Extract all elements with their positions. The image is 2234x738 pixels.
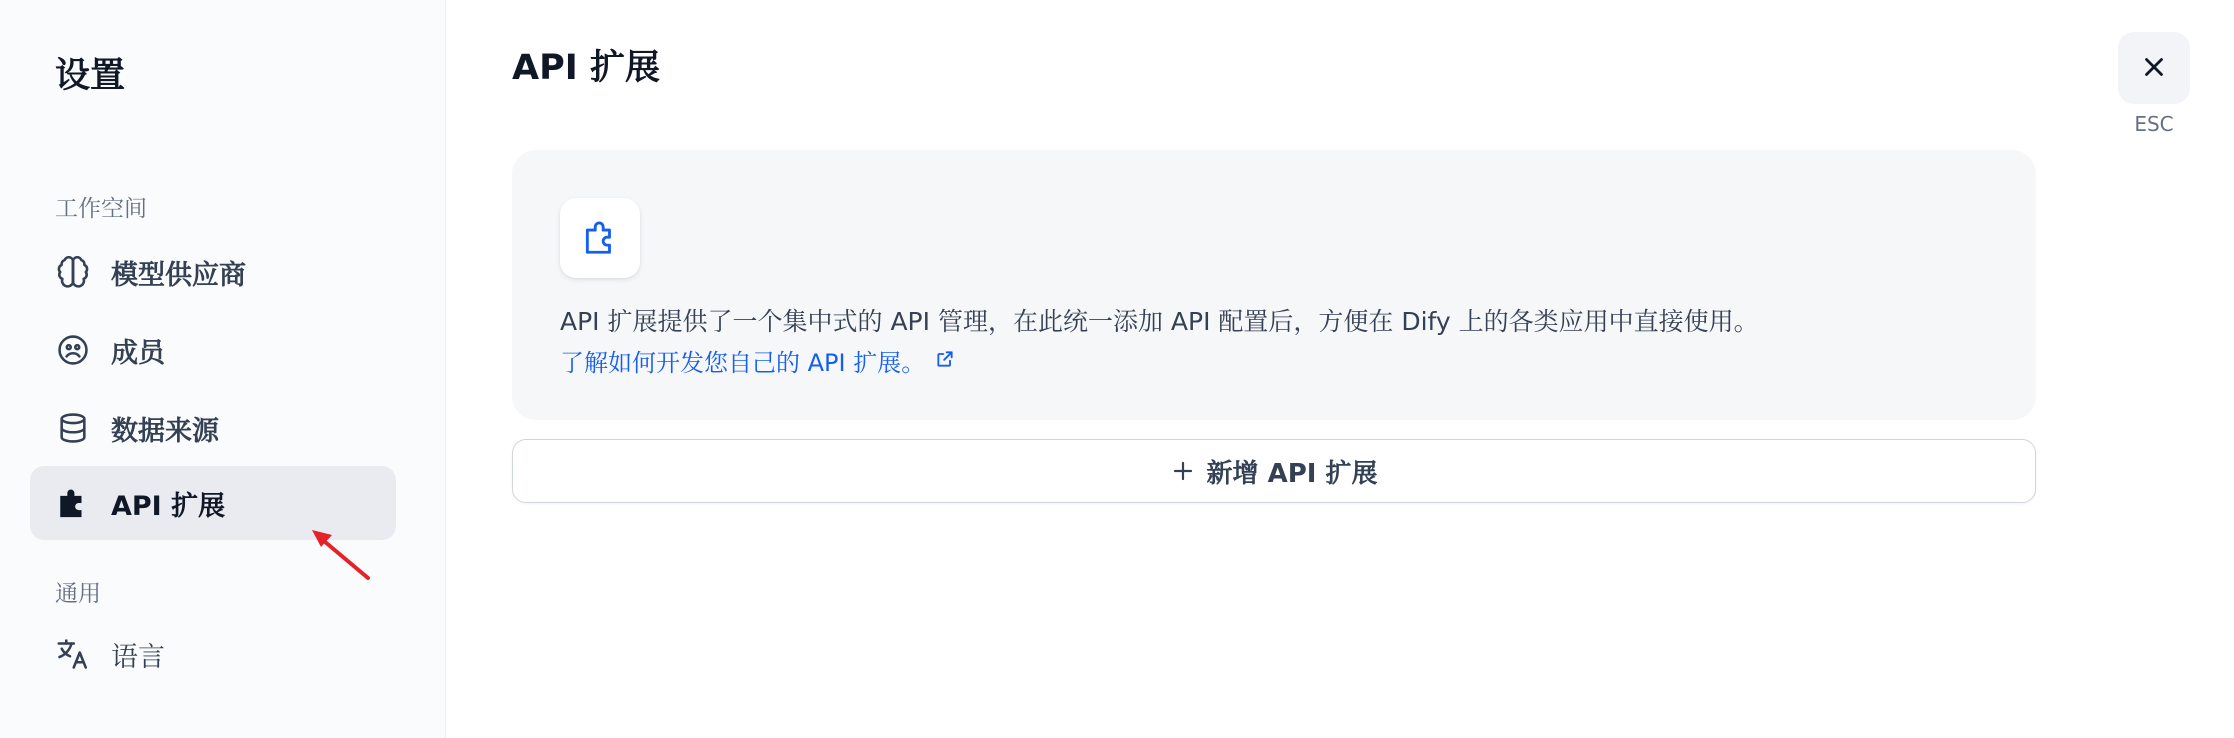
sidebar-item-members[interactable] — [30, 313, 396, 387]
puzzle-outline-icon — [560, 198, 640, 278]
translate-icon — [55, 636, 91, 672]
link-text: 了解如何开发您自己的 API 扩展。 — [560, 349, 926, 377]
sidebar-item-label: 成员 — [111, 337, 165, 369]
sidebar-item-label: API 扩展 — [111, 490, 226, 522]
sidebar-item-label: 模型供应商 — [111, 259, 246, 291]
plus-icon — [1171, 459, 1195, 483]
members-icon — [55, 332, 91, 368]
puzzle-icon — [55, 485, 91, 521]
sidebar-item-data-source[interactable] — [30, 391, 396, 465]
brain-icon — [55, 254, 91, 290]
empty-state-description: API 扩展提供了一个集中式的 API 管理，在此统一添加 API 配置后，方便在 Dify 上的各类应用中直接使用。 — [560, 307, 1759, 336]
learn-api-extension-link[interactable] — [560, 343, 955, 378]
close-icon — [2139, 52, 2169, 85]
page-title: API 扩展 — [512, 48, 660, 88]
settings-sidebar — [0, 0, 446, 738]
add-button-label: 新增 API 扩展 — [1206, 458, 1378, 489]
sidebar-item-label: 语言 — [111, 641, 165, 673]
empty-state-card — [512, 150, 2036, 420]
sidebar-item-model-provider[interactable] — [30, 235, 396, 309]
close-button[interactable] — [2118, 32, 2190, 104]
general-section-label: 通用 — [55, 581, 101, 607]
esc-shortcut-label: ESC — [2134, 112, 2174, 136]
add-api-extension-button[interactable] — [512, 439, 2036, 503]
sidebar-item-language[interactable] — [30, 617, 396, 691]
sidebar-item-label: 数据来源 — [111, 415, 219, 447]
external-link-icon — [935, 347, 955, 375]
database-icon — [55, 410, 91, 446]
annotation-arrow-icon — [300, 520, 380, 590]
workspace-section-label: 工作空间 — [55, 196, 147, 222]
sidebar-title: 设置 — [55, 56, 126, 96]
